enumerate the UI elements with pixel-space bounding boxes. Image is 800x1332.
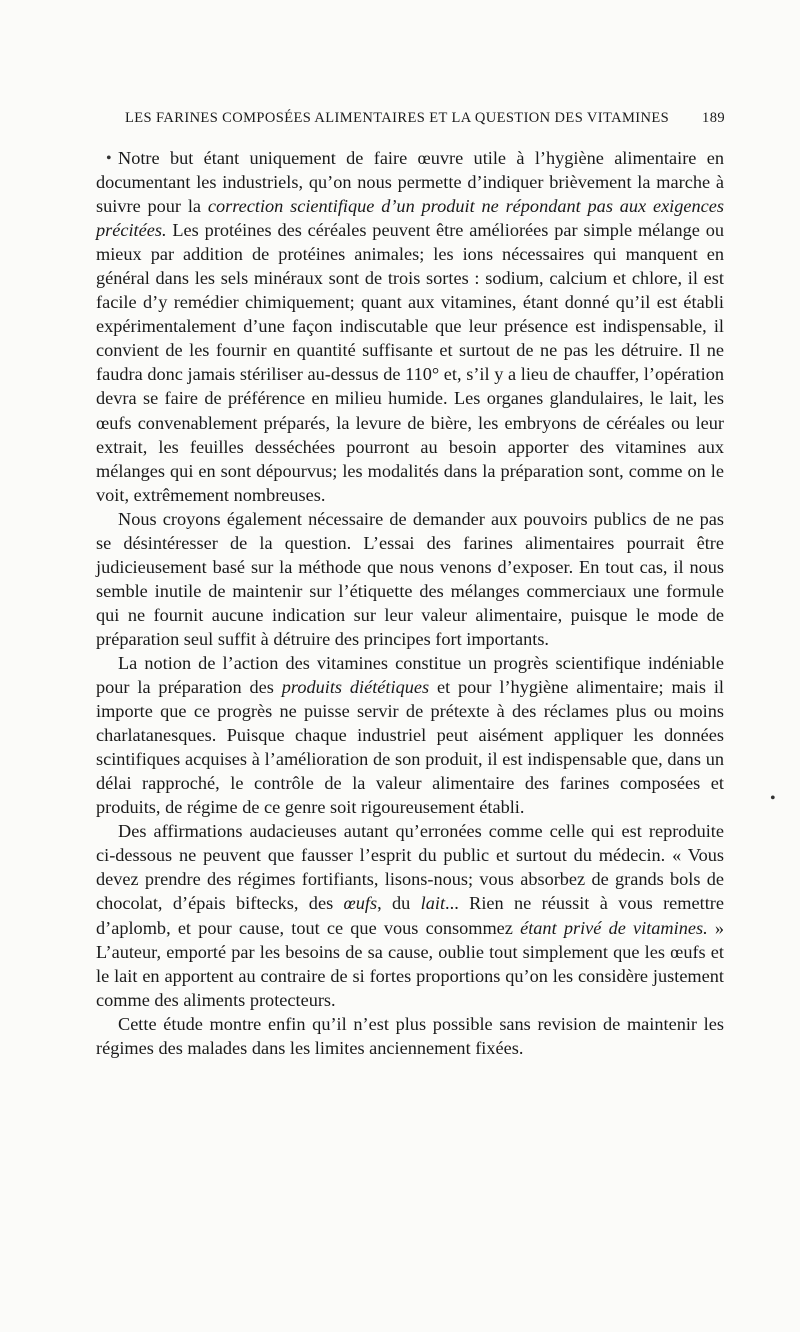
paragraph: [96, 1012, 724, 1060]
paragraph: [96, 507, 724, 651]
text-run: Nous croyons également nécessaire de demander aux pouvoirs publics de ne pas se désintéresser de la question. L’essai des farines alimentaires pourrait être judicieusement basé sur la méthode que nous venons d’exposer. En tout cas, il nous semble inutile de maintenir sur l’étiquette des mélanges commerciaux une formule qui ne fournit aucune indication sur leur valeur alimentaire, puisque le mode de préparation seul suffit à détruire des principes fort importants.: [96, 508, 724, 649]
italic-run: étant privé de vitamines.: [520, 917, 708, 938]
text-run: et pour l’hygiène alimentaire; mais il importe que ce progrès ne puisse servir de prétexte à des réclames plus ou moins charlatanesques. Puisque chaque industriel peut aisément appliquer les données scintifiques acquises à l’amélioration de son produit, il est indispensable que, dans un délai rapproché, le contrôle de la valeur alimentaire des farines composées et produits, de régime de ce genre soit rigoureusement établi.: [96, 677, 724, 818]
margin-bullet-icon: •: [770, 790, 776, 807]
body-text: [96, 146, 724, 1060]
text-run: » L’auteur, emporté par les besoins de sa cause, oublie tout simplement que les œufs et le lait en apportent au contraire de si fortes proportions qu’on les considère justement comme des aliments protecteurs.: [96, 917, 724, 1010]
running-header: [125, 110, 725, 127]
print-mark-dot: •: [106, 150, 112, 167]
text-run: Les protéines des céréales peuvent être améliorées par simple mélange ou mieux par addition de protéines animales; les ions nécessaires qui manquent en général dans les sels minéraux sont de trois sortes : sodium, calcium et chlore, il est facile d’y remédier chimiquement; quant aux vitamines, étant donné qu’il est établi expérimentalement d’une façon indiscutable que leur présence est indispensable, il convient de les fournir en quantité suffisante et surtout de ne pas les détruire. Il ne faudra donc jamais stériliser au-dessus de 110° et, s’il y a lieu de chauffer, l’opération devra se faire de préférence en milieu humide. Les organes glandulaires, le lait, les œufs convenablement préparés, la levure de bière, les embryons de céréales ou leur extrait, les feuilles desséchées pourront au besoin apporter des vitamines aux mélanges qui en sont dépourvus; les modalités dans la préparation sont, comme on le voit, extrêmement nombreuses.: [96, 220, 724, 505]
page-number: 189: [702, 110, 725, 126]
italic-run: produits diététiques: [281, 677, 430, 698]
italic-run: lait: [420, 893, 446, 914]
paragraph: [96, 819, 724, 1011]
text-run: Des affirmations audacieuses autant qu’erronées comme celle qui est reproduite ci-dessous ne peuvent que fausser l’esprit du public et surtout du médecin. « Vous devez prendre des régimes fortifiants, lisons-nous; vous absorbez de grands bols de chocolat, d’épais biftecks, des: [96, 821, 724, 914]
text-run: La notion de l’action des vitamines constitue un progrès scientifique indéniable pour la préparation des: [96, 652, 724, 698]
text-run: Notre but étant uniquement de faire œuvre utile à l’hygiène alimentaire en documentant les industriels, qu’on nous permette d’indiquer brièvement la marche à suivre pour la: [96, 148, 724, 217]
text-run: ... Rien ne réussit à vous remettre d’aplomb, et pour cause, tout ce que vous consommez: [96, 893, 724, 938]
italic-run: correction scientifique d’un produit ne répondant pas aux exigences précitées.: [96, 196, 724, 241]
text-run: Cette étude montre enfin qu’il n’est plus possible sans revision de maintenir les régimes des malades dans les limites anciennement fixées.: [96, 1013, 724, 1058]
italic-run: œufs: [343, 893, 378, 914]
text-run: , du: [377, 893, 421, 914]
paragraph: [96, 651, 724, 819]
paragraph: [96, 146, 724, 507]
running-title: LES FARINES COMPOSÉES ALIMENTAIRES ET LA QUESTION DES VITAMINES: [125, 110, 670, 126]
